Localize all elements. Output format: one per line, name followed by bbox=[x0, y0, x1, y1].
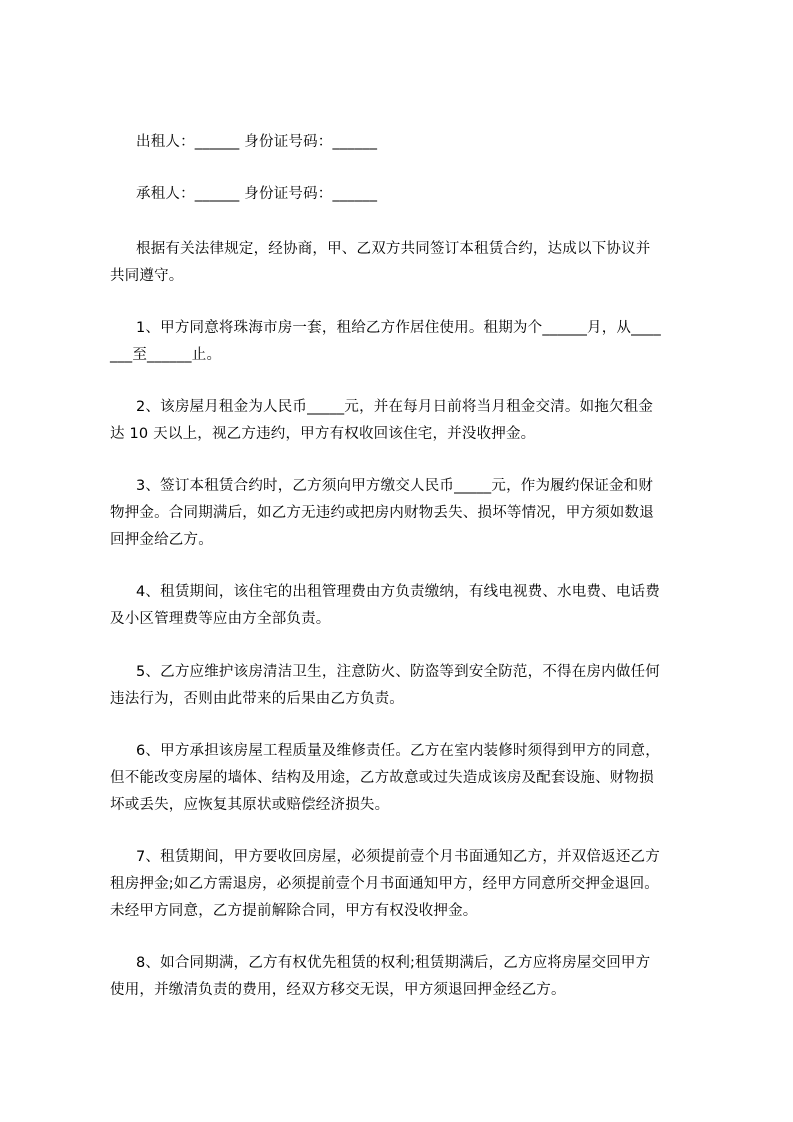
clause-7-line-1: 7、租赁期间，甲方要收回房屋，必须提前壹个月书面通知乙方，并双倍返还乙方 bbox=[136, 849, 660, 865]
lessor-line: 出租人：______ 身份证号码：______ bbox=[136, 134, 378, 150]
clause-3-line-1: 3、签订本租赁合约时，乙方须向甲方缴交人民币_____元，作为履约保证金和财 bbox=[136, 478, 654, 494]
clause-1-line-1: 1、甲方同意将珠海市房一套，租给乙方作居住使用。租期为个______月，从____ bbox=[136, 320, 661, 336]
clause-5-line-1: 5、乙方应维护该房清洁卫生，注意防火、防盗等到安全防范，不得在房内做任何 bbox=[136, 664, 660, 680]
clause-8-line-2: 使用，并缴清负责的费用，经双方移交无误，甲方须退回押金经乙方。 bbox=[110, 982, 566, 998]
clause-6-line-2: 但不能改变房屋的墙体、结构及用途，乙方故意或过失造成该房及配套设施、财物损 bbox=[110, 770, 654, 786]
clause-6-line-1: 6、甲方承担该房屋工程质量及维修责任。乙方在室内装修时须得到甲方的同意， bbox=[136, 743, 660, 759]
clause-3-line-2: 物押金。合同期满后，如乙方无违约或把房内财物丢失、损坏等情况，甲方须如数退 bbox=[110, 505, 654, 521]
clause-4-line-2: 及小区管理费等应由方全部负责。 bbox=[110, 611, 331, 627]
clause-4-line-1: 4、租赁期间，该住宅的出租管理费由方负责缴纳，有线电视费、水电费、电话费 bbox=[136, 584, 660, 600]
clause-2-line-1: 2、该房屋月租金为人民币_____元，并在每月日前将当月租金交清。如拖欠租金 bbox=[136, 399, 654, 415]
clause-2-line-2: 达 10 天以上，视乙方违约，甲方有权收回该住宅，并没收押金。 bbox=[110, 426, 536, 442]
preamble-line-2: 共同遵守。 bbox=[110, 268, 184, 284]
clause-3-line-3: 回押金给乙方。 bbox=[110, 532, 213, 548]
clause-1-line-2: ___至______止。 bbox=[110, 347, 222, 363]
clause-5-line-2: 违法行为，否则由此带来的后果由乙方负责。 bbox=[110, 691, 404, 707]
clause-8-line-1: 8、如合同期满，乙方有权优先租赁的权利;租赁期满后，乙方应将房屋交回甲方 bbox=[136, 955, 651, 971]
lessee-line: 承租人：______ 身份证号码：______ bbox=[136, 186, 378, 202]
preamble-line-1: 根据有关法律规定，经协商，甲、乙双方共同签订本租赁合约，达成以下协议并 bbox=[136, 241, 651, 257]
clause-7-line-3: 未经甲方同意，乙方提前解除合同，甲方有权没收押金。 bbox=[110, 903, 478, 919]
clause-6-line-3: 坏或丢失，应恢复其原状或赔偿经济损失。 bbox=[110, 797, 390, 813]
clause-7-line-2: 租房押金;如乙方需退房，必须提前壹个月书面通知甲方，经甲方同意所交押金退回。 bbox=[110, 876, 659, 892]
